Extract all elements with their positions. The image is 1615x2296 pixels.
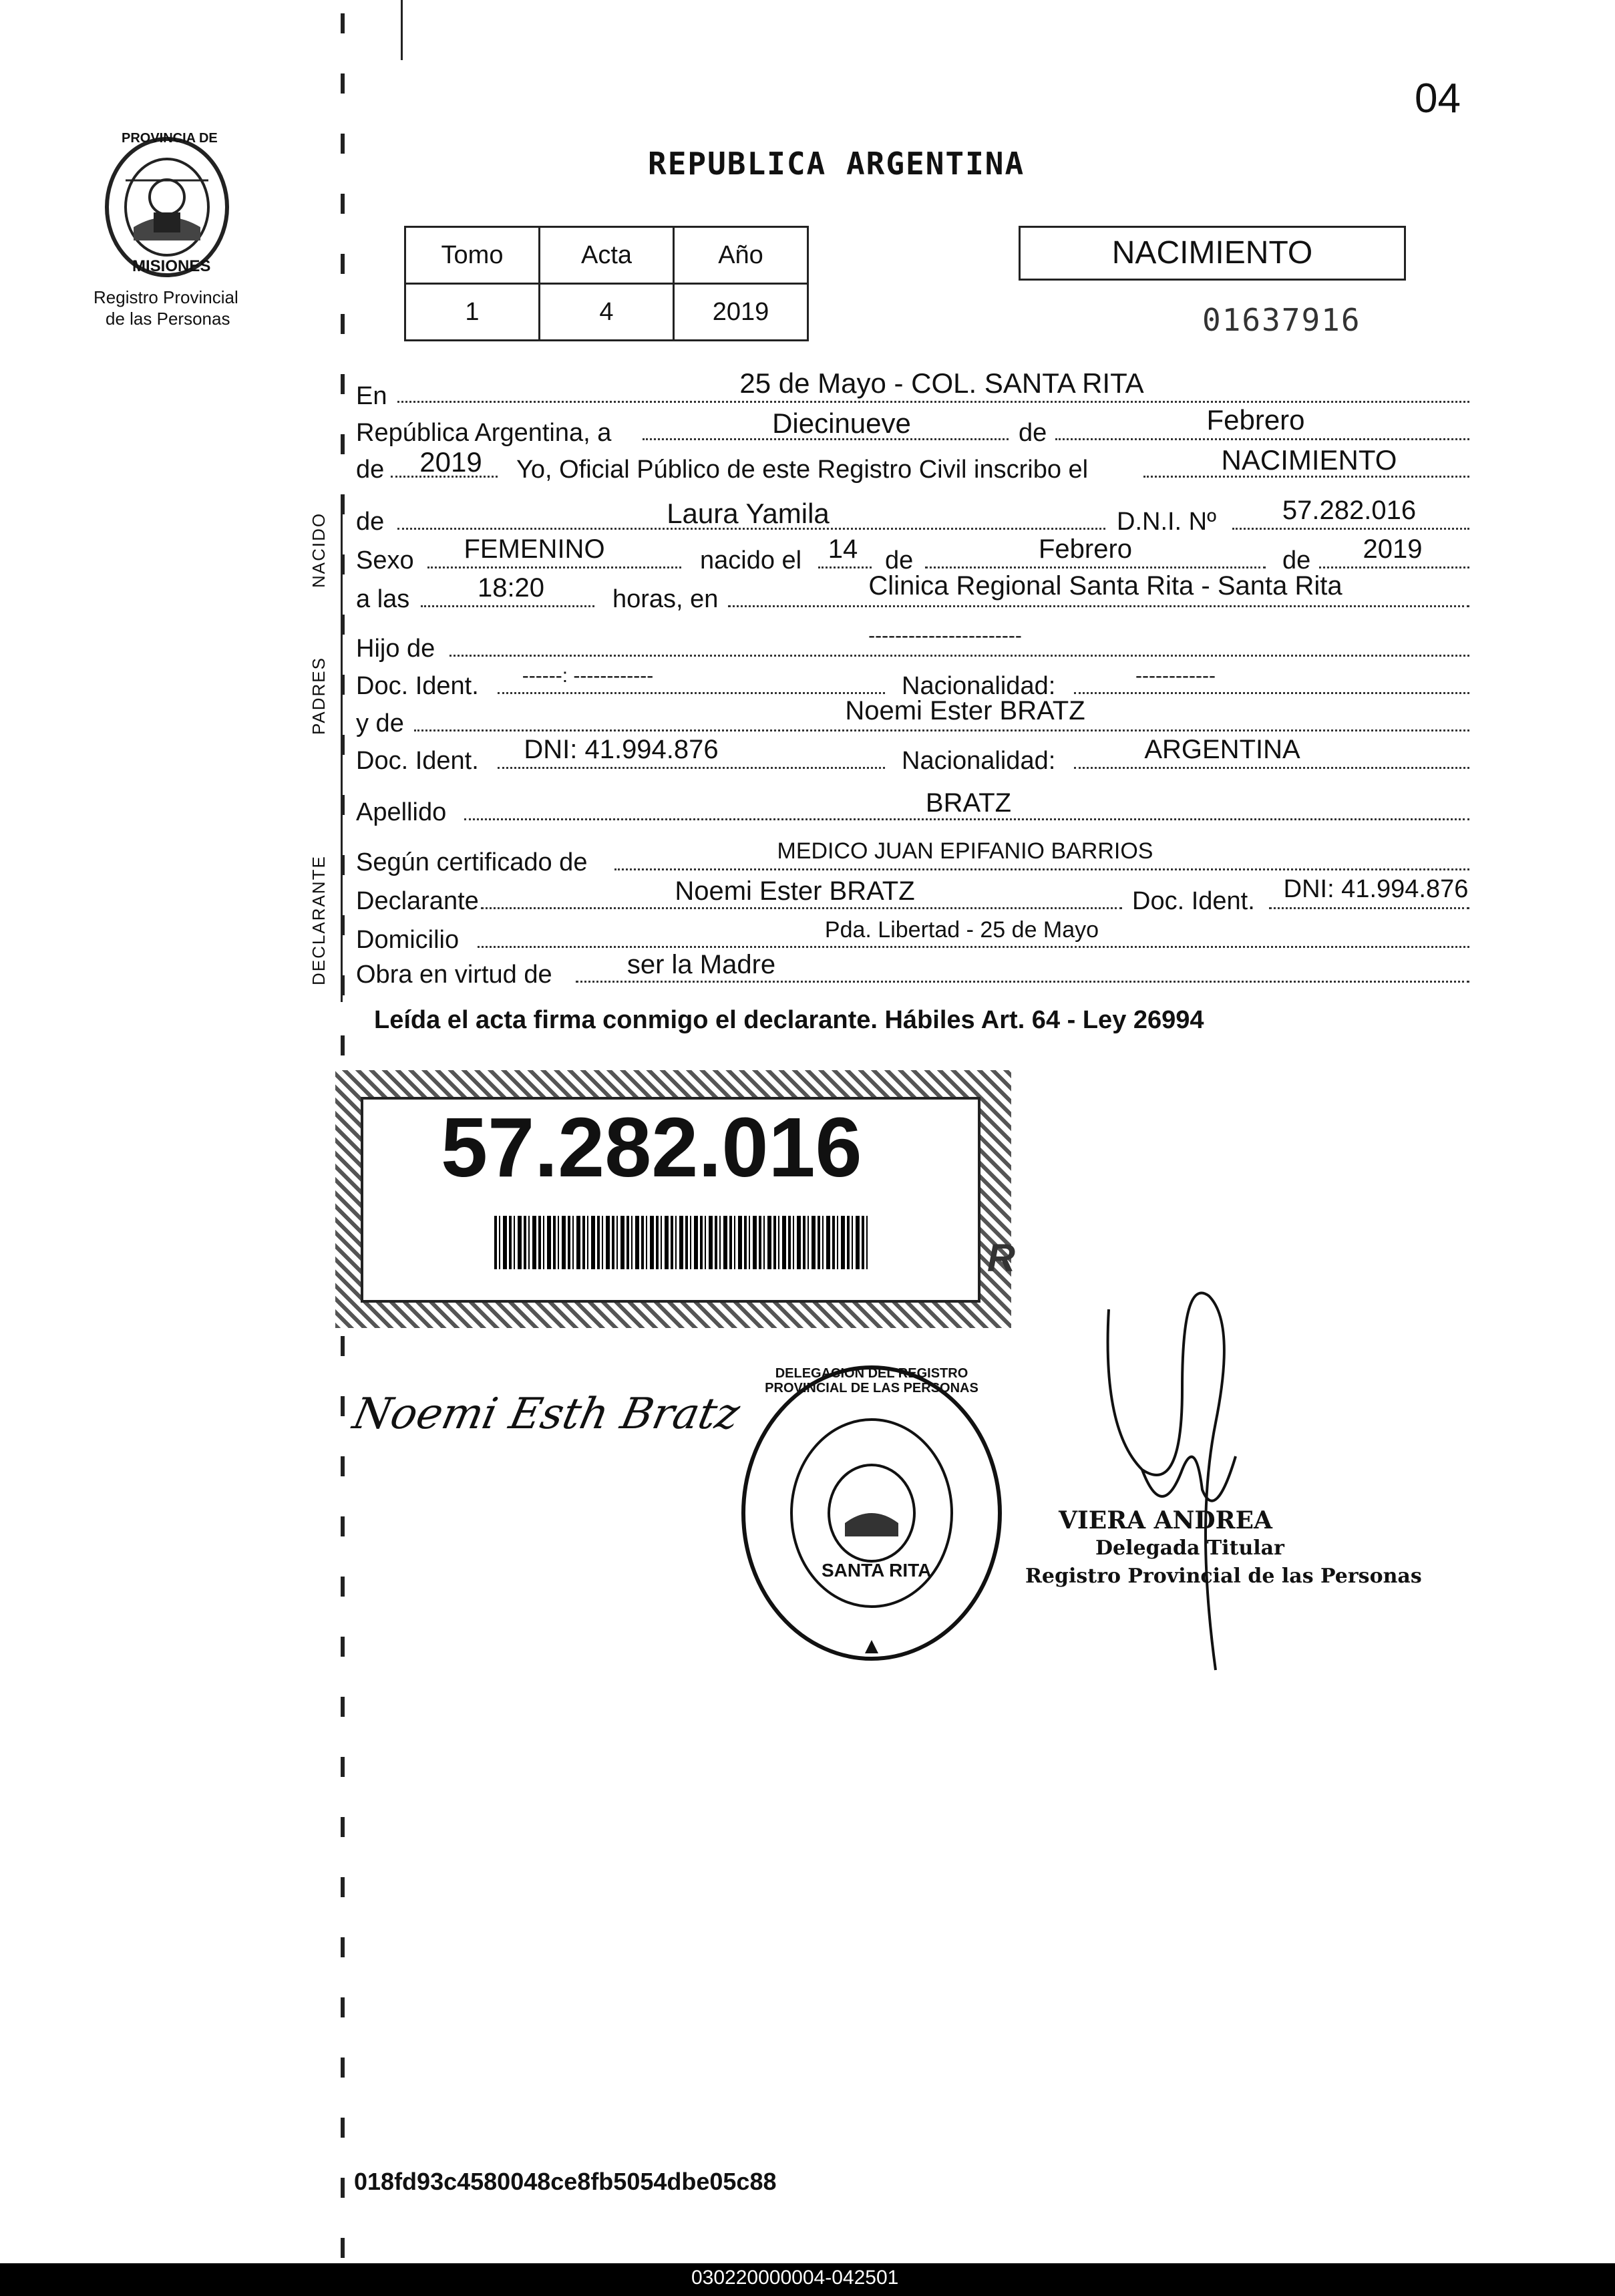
dots-time [421, 605, 594, 607]
dni-edge-letter: R [987, 1237, 1015, 1280]
father-nationality-value: ------------ [1135, 665, 1216, 687]
dots-mother [414, 729, 1469, 731]
stamp-bottom-text: SANTA RITA [822, 1560, 932, 1581]
dni-barcode [494, 1216, 868, 1269]
page-number: 04 [1415, 75, 1461, 122]
oficial-text: Yo, Oficial Público de este Registro Civil inscribo el [516, 456, 1089, 484]
official-title: Delegada Titular [1095, 1536, 1284, 1560]
document-hash: 018fd93c4580048ce8fb5054dbe05c88 [354, 2168, 777, 2195]
month-value: Febrero [1206, 404, 1305, 436]
label-dni: D.N.I. Nº [1117, 508, 1216, 536]
registry-label-1: Registro Provincial [94, 287, 238, 307]
birth-month-value: Febrero [1038, 534, 1133, 564]
official-signature [1082, 1269, 1296, 1683]
dots-father-nat [1074, 692, 1469, 694]
label-declarante: Declarante [356, 887, 479, 915]
father-doc-value: ------: ------------ [522, 665, 654, 687]
year-value: 2019 [419, 446, 482, 478]
seal-top-text: PROVINCIA DE [122, 131, 218, 146]
label-doc-declarant: Doc. Ident. [1132, 887, 1255, 915]
acta-value: 4 [540, 284, 674, 341]
dots-dni [1232, 528, 1469, 530]
label-nac-mother: Nacionalidad: [902, 747, 1056, 775]
delegation-stamp [738, 1363, 1005, 1663]
dots-declarant [481, 907, 1122, 909]
label-hijo: Hijo de [356, 635, 435, 663]
dots-mother-nat [1074, 767, 1469, 769]
place-value: 25 de Mayo - COL. SANTA RITA [739, 367, 1144, 399]
dots-declarant-doc [1269, 907, 1469, 909]
record-type-box: NACIMIENTO [1019, 226, 1406, 281]
dots-address [478, 946, 1469, 948]
dots-birthplace [728, 605, 1469, 607]
dots-surname [464, 818, 1469, 820]
surname-value: BRATZ [925, 788, 1012, 818]
father-name-value: ----------------------- [868, 625, 1022, 647]
acta-header: Acta [540, 227, 674, 284]
seal-bottom-text: MISIONES [132, 257, 211, 275]
top-rule [401, 0, 403, 60]
closing-text: Leída el acta firma conmigo el declarante. Hábiles Art. 64 - Ley 26994 [374, 1006, 1204, 1034]
dots-month [1055, 438, 1469, 440]
declarant-doc-value: DNI: 41.994.876 [1283, 875, 1469, 903]
record-table [404, 226, 809, 341]
official-name: VIERA ANDREA [1059, 1506, 1272, 1534]
stamp-ring-text: DELEGACION DEL REGISTRO PROVINCIAL DE LAS PERSONAS [765, 1366, 978, 1396]
label-doc-father: Doc. Ident. [356, 672, 479, 700]
dni-big-number: 57.282.016 [441, 1100, 862, 1194]
label-y-de: y de [356, 709, 404, 737]
declarant-value: Noemi Ester BRATZ [675, 876, 915, 906]
dots-father [450, 655, 1469, 657]
birth-day-value: 14 [828, 534, 858, 564]
mother-doc-value: DNI: 41.994.876 [524, 735, 719, 764]
registry-label-2: de las Personas [106, 309, 230, 329]
dots-place [397, 401, 1469, 403]
label-de-byear: de [1282, 546, 1311, 575]
day-value: Diecinueve [772, 407, 911, 439]
section-born: NACIDO [309, 512, 329, 588]
declarant-signature: Noemi Esth Bratz [349, 1389, 744, 1439]
inner-rule [341, 628, 343, 1002]
label-nac-father: Nacionalidad: [902, 672, 1056, 700]
label-de-name: de [356, 508, 385, 536]
certificate-value: MEDICO JUAN EPIFANIO BARRIOS [777, 838, 1153, 864]
tomo-value: 1 [405, 284, 540, 341]
dots-mother-doc [498, 767, 885, 769]
country-title: REPUBLICA ARGENTINA [648, 146, 1025, 182]
label-certificado: Según certificado de [356, 848, 588, 876]
anio-header: Año [674, 227, 808, 284]
anio-value: 2019 [674, 284, 808, 341]
label-obra: Obra en virtud de [356, 961, 552, 989]
name-value: Laura Yamila [667, 498, 830, 529]
section-declarant: DECLARANTE [309, 855, 329, 985]
label-a-las: a las [356, 585, 410, 613]
dots-bmonth [925, 566, 1266, 568]
capacity-value: ser la Madre [626, 950, 776, 979]
label-de-year: de [356, 456, 385, 484]
time-value: 18:20 [477, 573, 545, 603]
label-de-month: de [1019, 419, 1047, 447]
label-republica: República Argentina, a [356, 419, 612, 447]
dots-certificate [614, 868, 1469, 870]
label-sexo: Sexo [356, 546, 414, 575]
address-value: Pda. Libertad - 25 de Mayo [824, 917, 1099, 943]
serial-number: 01637916 [1202, 302, 1361, 338]
label-de-bmonth: de [885, 546, 914, 575]
section-parents: PADRES [309, 657, 329, 735]
official-registry: Registro Provincial de las Personas [1025, 1565, 1422, 1588]
dots-sex [427, 566, 681, 568]
born-section-rule [341, 494, 343, 615]
sex-value: FEMENINO [464, 534, 605, 564]
mother-name-value: Noemi Ester BRATZ [845, 696, 1085, 725]
label-en: En [356, 382, 387, 410]
birth-year-value: 2019 [1363, 534, 1423, 564]
footer-doc-id: 030220000004-042501 [691, 2267, 899, 2289]
label-horas: horas, en [612, 585, 719, 613]
dots-father-doc [498, 692, 885, 694]
label-doc-mother: Doc. Ident. [356, 747, 479, 775]
label-apellido: Apellido [356, 798, 447, 826]
dots-bday [818, 566, 872, 568]
birth-place-value: Clinica Regional Santa Rita - Santa Rita [868, 571, 1342, 601]
act-type-value: NACIMIENTO [1221, 444, 1397, 476]
dots-byear [1319, 566, 1469, 568]
label-domicilio: Domicilio [356, 926, 460, 954]
label-nacido: nacido el [700, 546, 802, 575]
dni-value: 57.282.016 [1282, 496, 1417, 525]
mother-nationality-value: ARGENTINA [1144, 735, 1300, 764]
dots-capacity [576, 981, 1469, 983]
tomo-header: Tomo [405, 227, 540, 284]
